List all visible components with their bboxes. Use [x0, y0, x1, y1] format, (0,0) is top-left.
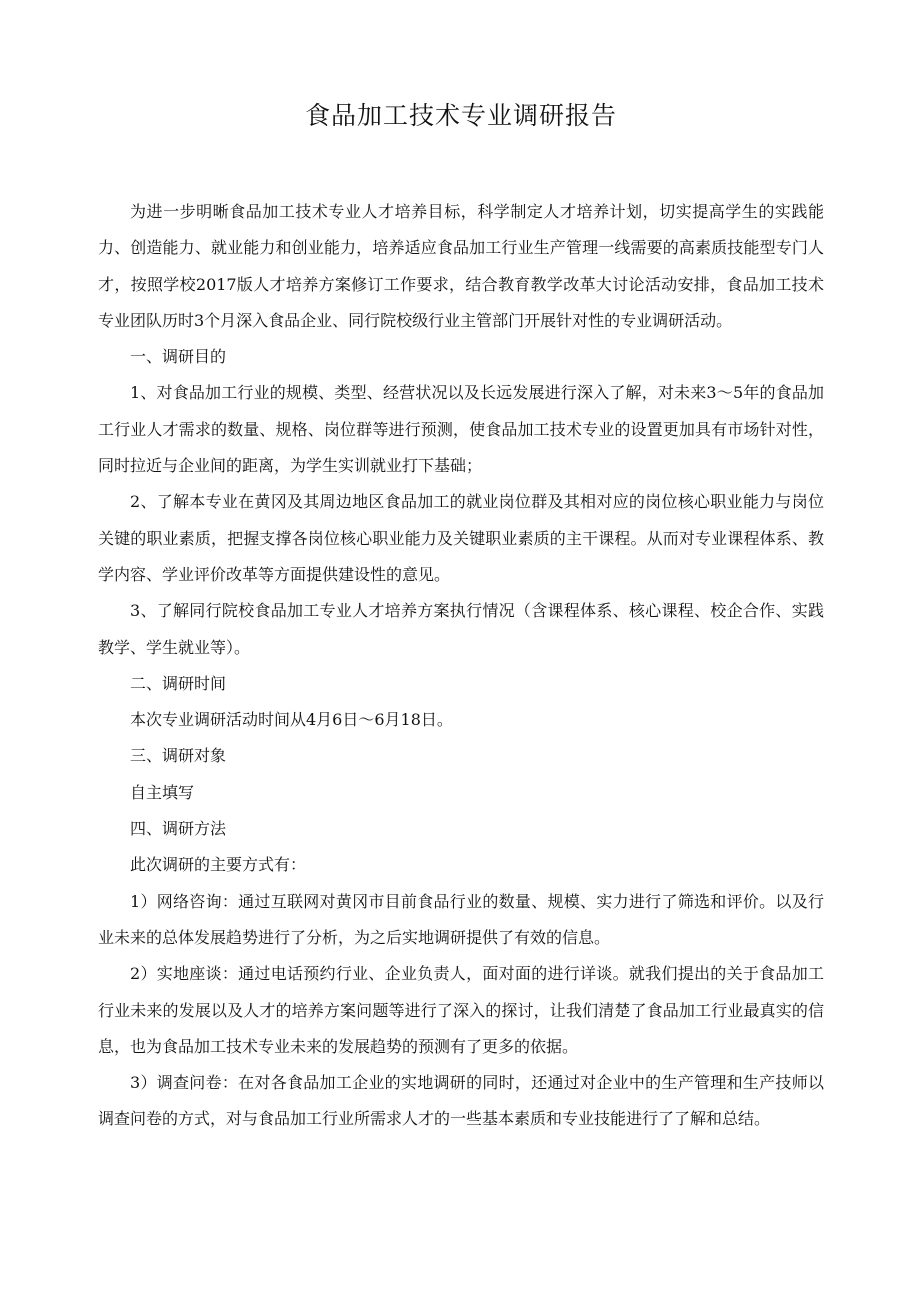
purpose-item-3: 3、了解同行院校食品加工专业人才培养方案执行情况（含课程体系、核心课程、校企合作、实践教学、学生就业等）。 [98, 601, 824, 657]
document-page [98, 98, 824, 1138]
purpose-item-1: 1、对食品加工行业的规模、类型、经营状况以及长远发展进行深入了解，对未来3～5年的食品加工行业人才需求的数量、规格、岗位群等进行预测，使食品加工技术专业的设置更加具有市场针对性，同时拉近与企业间的距离，为学生实训就业打下基础； [98, 383, 824, 476]
section-heading-purpose: 一、调研目的 [130, 347, 227, 367]
targets-paragraph: 自主填写 [130, 782, 195, 802]
method-item-2: 2）实地座谈：通过电话预约行业、企业负责人，面对面的进行详谈。就我们提出的关于食品加工行业未来的发展以及人才的培养方案问题等进行了深入的探讨，让我们清楚了食品加工行业最真实的信息，也为食品加工技术专业未来的发展趋势的预测有了更多的依据。 [98, 964, 824, 1056]
methods-intro: 此次调研的主要方式有： [130, 855, 307, 875]
purpose-item-2: 2、了解本专业在黄冈及其周边地区食品加工的就业岗位群及其相对应的岗位核心职业能力与岗位关键的职业素质，把握支撑各岗位核心职业能力及关键职业素质的主干课程。从而对专业课程体系、教学内容、学业评价改革等方面提供建设性的意见。 [98, 492, 824, 584]
intro-paragraph: 为进一步明晰食品加工技术专业人才培养目标，科学制定人才培养计划，切实提高学生的实践能力、创造能力、就业能力和创业能力，培养适应食品加工行业生产管理一线需要的高素质技能型专门人才，按照学校2017版人才培养方案修订工作要求，结合教育教学改革大讨论活动安排，食品加工技术专业团队历时3个月深入食品企业、同行院校级行业主管部门开展针对性的专业调研活动。 [98, 202, 824, 330]
method-item-1: 1）网络咨询：通过互联网对黄冈市目前食品行业的数量、规模、实力进行了筛选和评价。以及行业未来的总体发展趋势进行了分析，为之后实地调研提供了有效的信息。 [98, 891, 824, 947]
section-heading-methods: 四、调研方法 [130, 819, 227, 839]
document-title: 食品加工技术专业调研报告 [304, 101, 617, 130]
section-heading-targets: 三、调研对象 [130, 746, 227, 766]
method-item-3: 3）调查问卷：在对各食品加工企业的实地调研的同时，还通过对企业中的生产管理和生产技师以调查问卷的方式，对与食品加工行业所需求人才的一些基本素质和专业技能进行了了解和总结。 [98, 1073, 824, 1129]
time-paragraph: 本次专业调研活动时间从4月6日～6月18日。 [130, 710, 453, 730]
section-heading-time: 二、调研时间 [130, 673, 227, 693]
